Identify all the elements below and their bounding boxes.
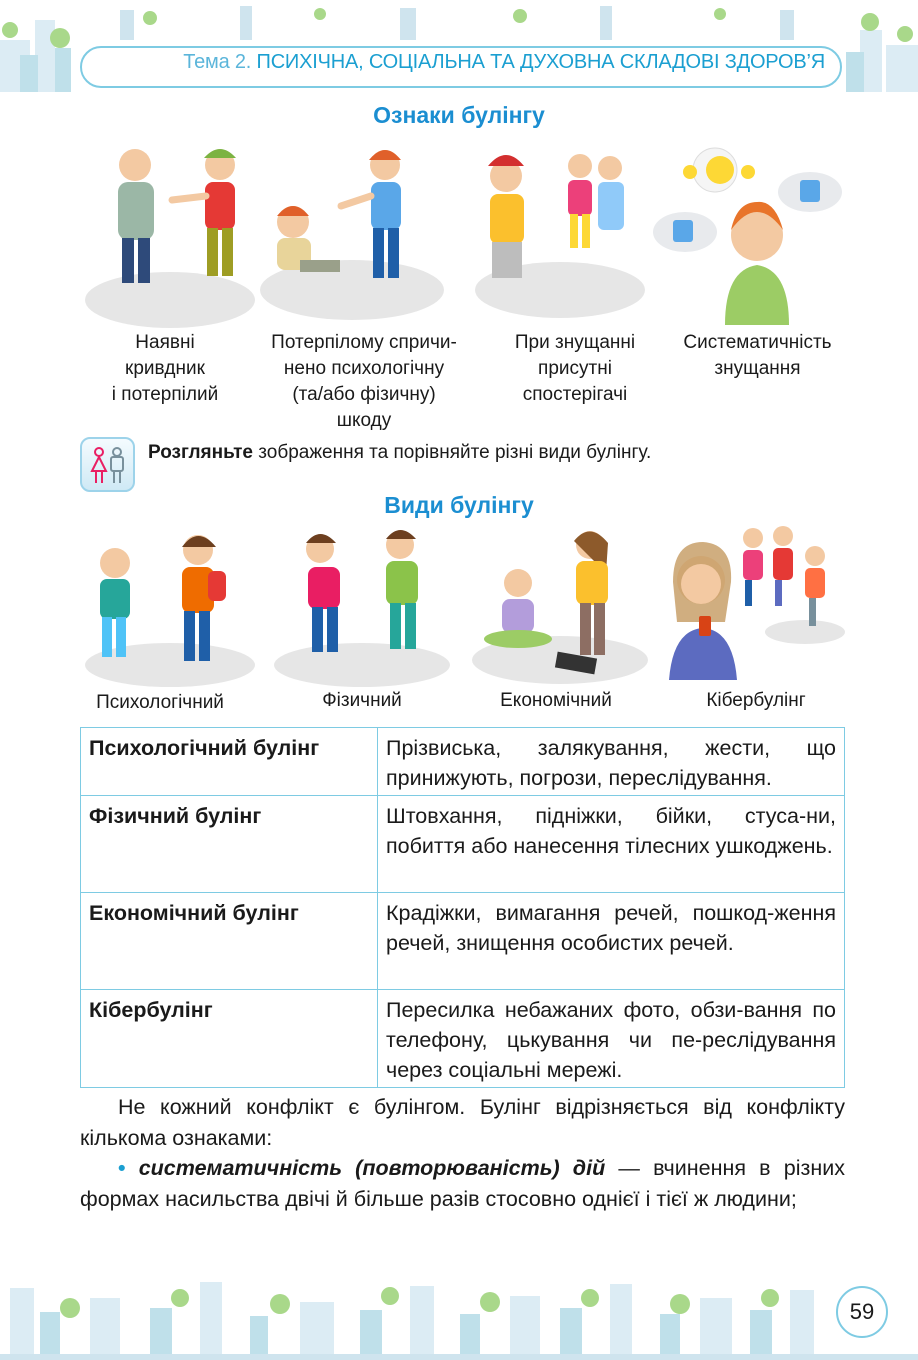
caption-line: (та/або фізичну) [292, 384, 436, 405]
bullet-term: систематичність (повторюваність) дій [138, 1156, 606, 1180]
type-description: Прізвиська, залякування, жести, що принижують, погрози, переслідування. [378, 728, 845, 796]
illustration-offender-victim [80, 140, 255, 330]
caption-line: При знущанні [514, 332, 636, 353]
page-number: 59 [836, 1286, 888, 1338]
sign-caption-2 [248, 330, 480, 434]
caption-line: присутні [538, 358, 612, 379]
bottom-city-decoration [0, 1268, 918, 1360]
type-description: Штовхання, підніжки, бійки, стуса-ни, побиття або нанесення тілесних ушкоджень. [378, 796, 845, 893]
caption-line: Систематичність [683, 332, 832, 353]
bullying-types-table [80, 727, 845, 1088]
type-description: Пересилка небажаних фото, обзи-вання по телефону, цькування чи пе-реслідування через соціальні мережі. [378, 990, 845, 1088]
table-row [81, 728, 845, 796]
sign-caption-3 [495, 330, 655, 408]
type-name: Психологічний булінг [81, 728, 378, 796]
instruction-bold: Розгляньте [148, 442, 253, 463]
caption-line: кривдник [125, 358, 205, 379]
caption-line: шкоду [336, 410, 392, 431]
illustration-observers [470, 140, 650, 330]
type-name: Економічний булінг [81, 893, 378, 990]
bullet-dot-icon: • [118, 1156, 126, 1180]
kind-caption-psychological: Психологічний [96, 692, 224, 713]
intro-paragraph: Не кожний конфлікт є булінгом. Булінг відрізняється від конфлікту кількома ознаками: [80, 1095, 845, 1150]
topic-prefix: Тема 2. [183, 51, 252, 73]
illustration-physical [272, 525, 452, 690]
type-name: Кібербулінг [81, 990, 378, 1088]
bullet-text: — вчинення в різних формах насильства двічі й більше разів стосовно однієї і тієї ж людини; [80, 1156, 845, 1211]
kind-caption-physical: Фізичний [322, 690, 402, 711]
table-row [81, 796, 845, 893]
signs-title: Ознаки булінгу [373, 102, 545, 128]
topic-title: ПСИХІЧНА, СОЦІАЛЬНА ТА ДУХОВНА СКЛАДОВІ ЗДОРОВ’Я [256, 51, 825, 73]
illustration-psychological [80, 525, 255, 690]
caption-line: знущання [714, 358, 801, 379]
illustration-economic [470, 525, 650, 690]
header-title [80, 51, 825, 74]
kinds-title: Види булінгу [384, 492, 534, 518]
type-name: Фізичний булінг [81, 796, 378, 893]
illustration-systematic [645, 140, 845, 330]
illustration-cyberbullying [665, 520, 845, 690]
kind-caption-economic: Економічний [500, 690, 612, 711]
illustration-harm [255, 140, 450, 330]
instruction-text [148, 442, 651, 464]
caption-line: нено психологічну [283, 358, 445, 379]
sign-caption-4 [665, 330, 850, 382]
caption-line: спостерігачі [522, 384, 628, 405]
table-row [81, 990, 845, 1088]
caption-line: Наявні [135, 332, 195, 353]
caption-line: і потерпілий [111, 384, 219, 405]
caption-line: Потерпілому спричи- [271, 332, 457, 353]
sign-caption-1 [90, 330, 240, 408]
type-description: Крадіжки, вимагання речей, пошкод-ження речей, знищення особистих речей. [378, 893, 845, 990]
bullet-paragraph [80, 1153, 845, 1215]
instruction-rest: зображення та порівняйте різні види булінгу. [252, 442, 652, 463]
kind-caption-cyber: Кібербулінг [706, 690, 806, 711]
table-row [81, 893, 845, 990]
pair-work-icon [80, 437, 135, 492]
